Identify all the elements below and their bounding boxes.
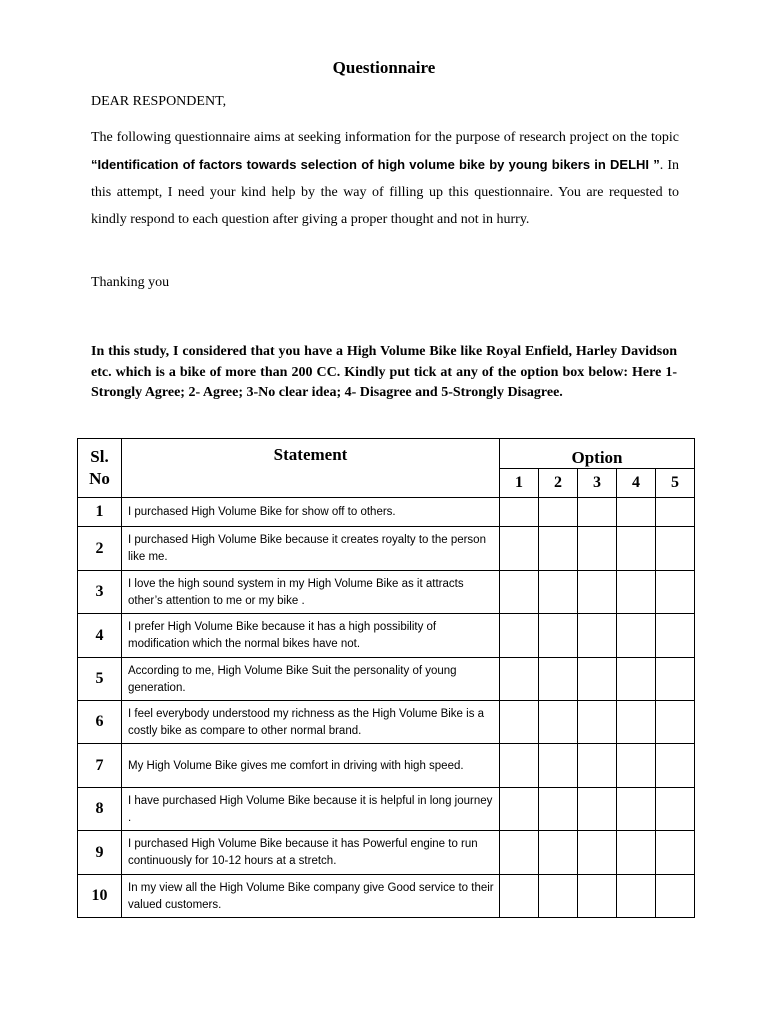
option-box-2[interactable] <box>539 744 578 788</box>
option-box-4[interactable] <box>617 788 656 831</box>
table-row <box>78 614 695 658</box>
option-box-5[interactable] <box>656 614 695 658</box>
intro-part1: The following questionnaire aims at seeking information for the purpose of research project on the topic <box>91 130 679 145</box>
option-box-2[interactable] <box>539 571 578 614</box>
header-option-1: 1 <box>500 469 539 498</box>
option-box-2[interactable] <box>539 498 578 527</box>
table-row <box>78 831 695 875</box>
statement-text: I have purchased High Volume Bike because it is helpful in long journey . <box>122 788 500 831</box>
salutation: DEAR RESPONDENT, <box>91 94 227 109</box>
option-box-2[interactable] <box>539 788 578 831</box>
row-number: 1 <box>78 498 122 527</box>
option-box-4[interactable] <box>617 744 656 788</box>
option-box-1[interactable] <box>500 701 539 744</box>
statement-text: I feel everybody understood my richness as the High Volume Bike is a costly bike as compare to other normal brand. <box>122 701 500 744</box>
statement-text: I purchased High Volume Bike because it has Powerful engine to run continuously for 10-12 hours at a stretch. <box>122 831 500 875</box>
intro-part2: . In this attempt, I need your kind help by the way of filling up this questionnaire. You are requested to kindly respond to each question after giving a proper thought and not in hurry. <box>91 158 679 227</box>
row-number: 3 <box>78 571 122 614</box>
option-box-5[interactable] <box>656 788 695 831</box>
option-box-2[interactable] <box>539 527 578 571</box>
row-number: 10 <box>78 875 122 918</box>
statement-text: I prefer High Volume Bike because it has a high possibility of modification which the normal bikes have not. <box>122 614 500 658</box>
option-box-3[interactable] <box>578 744 617 788</box>
option-box-1[interactable] <box>500 658 539 701</box>
option-box-4[interactable] <box>617 527 656 571</box>
questionnaire-table <box>77 438 695 918</box>
option-box-4[interactable] <box>617 498 656 527</box>
statement-text: I purchased High Volume Bike for show off to others. <box>122 498 500 527</box>
header-sl-no: Sl. No <box>78 439 122 498</box>
header-option-3: 3 <box>578 469 617 498</box>
option-box-5[interactable] <box>656 744 695 788</box>
option-box-4[interactable] <box>617 614 656 658</box>
option-box-5[interactable] <box>656 571 695 614</box>
table-row <box>78 744 695 788</box>
option-box-5[interactable] <box>656 831 695 875</box>
option-box-5[interactable] <box>656 658 695 701</box>
table-row <box>78 788 695 831</box>
option-box-1[interactable] <box>500 527 539 571</box>
option-box-1[interactable] <box>500 498 539 527</box>
table-row <box>78 498 695 527</box>
row-number: 4 <box>78 614 122 658</box>
option-box-2[interactable] <box>539 831 578 875</box>
option-box-2[interactable] <box>539 875 578 918</box>
option-box-3[interactable] <box>578 571 617 614</box>
option-box-4[interactable] <box>617 701 656 744</box>
option-box-4[interactable] <box>617 571 656 614</box>
research-topic: “Identification of factors towards selection of high volume bike by young bikers in DELHI ” <box>91 157 660 172</box>
option-box-3[interactable] <box>578 831 617 875</box>
closing-thanks: Thanking you <box>91 275 170 290</box>
option-box-5[interactable] <box>656 875 695 918</box>
table-row <box>78 658 695 701</box>
option-box-2[interactable] <box>539 701 578 744</box>
option-box-3[interactable] <box>578 788 617 831</box>
option-box-3[interactable] <box>578 527 617 571</box>
option-box-1[interactable] <box>500 744 539 788</box>
option-box-3[interactable] <box>578 701 617 744</box>
instruction-paragraph: In this study, I considered that you have a High Volume Bike like Royal Enfield, Harley Davidson etc. which is a bike of more than 200 CC. Kindly put tick at any of the option box below: Here 1- Strongly Agree; 2- Agree; 3-No clear idea; 4- Disagree and 5-Strongly Disagree. <box>91 344 677 400</box>
option-box-1[interactable] <box>500 831 539 875</box>
row-number: 8 <box>78 788 122 831</box>
table-row <box>78 527 695 571</box>
option-box-1[interactable] <box>500 875 539 918</box>
option-box-4[interactable] <box>617 658 656 701</box>
table-row <box>78 875 695 918</box>
table-row <box>78 571 695 614</box>
statement-text: According to me, High Volume Bike Suit the personality of young generation. <box>122 658 500 701</box>
statement-text: In my view all the High Volume Bike company give Good service to their valued customers. <box>122 875 500 918</box>
option-box-3[interactable] <box>578 498 617 527</box>
option-box-1[interactable] <box>500 571 539 614</box>
option-box-5[interactable] <box>656 701 695 744</box>
header-statement: Statement <box>122 439 500 498</box>
row-number: 7 <box>78 744 122 788</box>
option-box-5[interactable] <box>656 527 695 571</box>
option-box-1[interactable] <box>500 614 539 658</box>
row-number: 9 <box>78 831 122 875</box>
option-box-3[interactable] <box>578 658 617 701</box>
option-box-3[interactable] <box>578 614 617 658</box>
table-row <box>78 701 695 744</box>
header-option: Option <box>500 439 695 469</box>
option-box-2[interactable] <box>539 614 578 658</box>
row-number: 5 <box>78 658 122 701</box>
row-number: 6 <box>78 701 122 744</box>
option-box-4[interactable] <box>617 875 656 918</box>
option-box-5[interactable] <box>656 498 695 527</box>
intro-paragraph <box>91 124 679 233</box>
option-box-3[interactable] <box>578 875 617 918</box>
statement-text: I purchased High Volume Bike because it creates royalty to the person like me. <box>122 527 500 571</box>
statement-text: I love the high sound system in my High Volume Bike as it attracts other’s attention to me or my bike . <box>122 571 500 614</box>
option-box-4[interactable] <box>617 831 656 875</box>
header-option-4: 4 <box>617 469 656 498</box>
option-box-2[interactable] <box>539 658 578 701</box>
header-option-2: 2 <box>539 469 578 498</box>
option-box-1[interactable] <box>500 788 539 831</box>
statement-text: My High Volume Bike gives me comfort in driving with high speed. <box>122 744 500 788</box>
header-option-5: 5 <box>656 469 695 498</box>
page-title: Questionnaire <box>332 58 436 77</box>
row-number: 2 <box>78 527 122 571</box>
